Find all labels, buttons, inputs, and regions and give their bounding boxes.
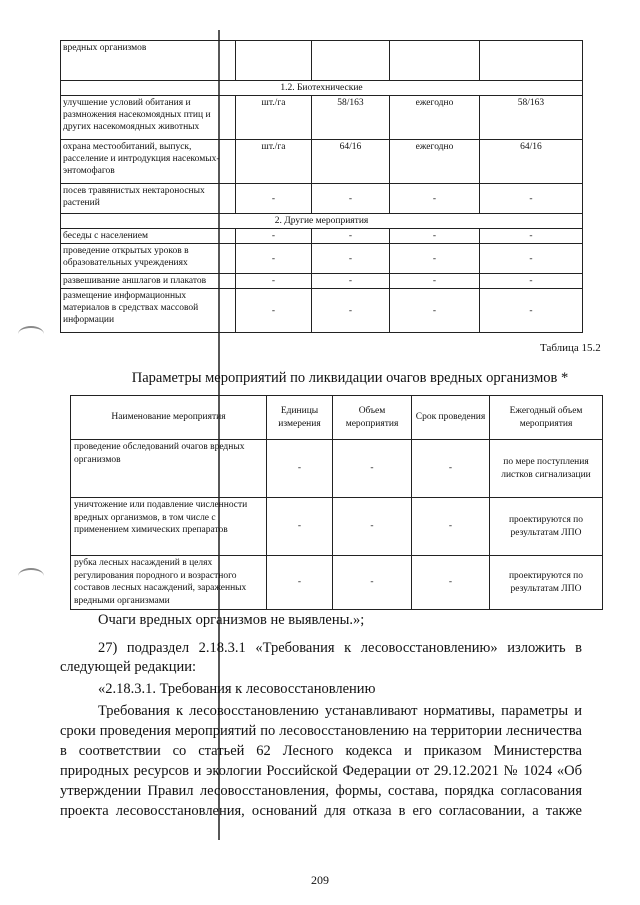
paragraph-line: следующей редакции:: [60, 659, 197, 675]
paragraph-line: 27) подраздел 2.18.3.1 «Требования к лесовосстановлению» изложить в: [98, 640, 582, 656]
table-caption: Таблица 15.2: [540, 342, 601, 354]
paragraph-line: Требования к лесовосстановлению устанавливают нормативы, параметры и: [98, 703, 582, 719]
paragraph-line: природных ресурсов и экологии Российской Федерации от 29.12.2021 № 1024 «Об: [60, 763, 582, 779]
pest-elimination-table: [70, 395, 603, 610]
cell-activity: вредных организмов: [61, 41, 236, 81]
table-row: проведение открытых уроков в образовательных учреждениях - - - -: [61, 244, 583, 274]
table-section-row: [61, 214, 583, 229]
cell-activity: проведение открытых уроков в образовательных учреждениях: [61, 244, 236, 274]
cell-unit: шт./га: [236, 140, 312, 184]
cell-activity: охрана местообитаний, выпуск, расселение и интродукция насекомых-энтомофагов: [61, 140, 236, 184]
activities-table: [60, 40, 583, 333]
cell-annual: 64/16: [480, 140, 583, 184]
page-number: 209: [311, 873, 329, 887]
paragraph-line: утверждении Правил лесовосстановления, формы, состава, порядка согласования: [60, 783, 582, 799]
table-row: посев травянистых нектароносных растений - - - -: [61, 184, 583, 214]
paragraph: Очаги вредных организмов не выявлены.»;: [98, 612, 365, 628]
section-heading: 2. Другие мероприятия: [61, 214, 583, 229]
subsection-heading: «2.18.3.1. Требования к лесовосстановлению: [98, 681, 376, 697]
punch-hole-mark: [18, 326, 44, 342]
paragraph-line: в соответствии со статьей 62 Лесного кодекса и приказом Министерства: [60, 743, 582, 759]
cell-annual: по мере поступления листков сигнализации: [490, 440, 603, 498]
table-row: [61, 96, 583, 140]
cell-activity: посев травянистых нектароносных растений: [61, 184, 236, 214]
table-row: уничтожение или подавление численности вредных организмов, в том числе с применением химических препаратов - - - проектируются по результатам ЛПО: [71, 498, 603, 556]
paragraph-line: сроки проведения мероприятий по лесовосстановлению на территории лесничества: [60, 723, 582, 739]
header-unit: Единицы измерения: [267, 396, 333, 440]
table-title: Параметры мероприятий по ликвидации очагов вредных организмов *: [131, 370, 569, 386]
table-row: проведение обследований очагов вредных организмов - - - по мере поступления листков сигнализации: [71, 440, 603, 498]
header-activity: Наименование мероприятия: [71, 396, 267, 440]
table-row: беседы с населением - - - -: [61, 229, 583, 244]
cell-period: ежегодно: [390, 96, 480, 140]
punch-hole-mark: [18, 568, 44, 584]
cell-activity: беседы с населением: [61, 229, 236, 244]
table-row: [61, 140, 583, 184]
header-annual: Ежегодный объем мероприятия: [490, 396, 603, 440]
section-heading: 1.2. Биотехнические: [61, 81, 583, 96]
table-row: рубка лесных насаждений в целях регулирования породного и возрастного составов лесных насаждений, зараженных вредными организмами - - - проектируются по результатам ЛПО: [71, 556, 603, 610]
cell-unit: шт./га: [236, 96, 312, 140]
cell-activity: улучшение условий обитания и размножения насекомоядных птиц и других насекомоядных животных: [61, 96, 236, 140]
cell-activity: развешивание аншлагов и плакатов: [61, 274, 236, 289]
cell-period: ежегодно: [390, 140, 480, 184]
table-row: [61, 41, 583, 81]
cell-activity: размещение информационных материалов в средствах массовой информации: [61, 289, 236, 333]
cell-activity: уничтожение или подавление численности вредных организмов, в том числе с применением химических препаратов: [71, 498, 267, 556]
header-period: Срок проведения: [412, 396, 490, 440]
cell-volume: 58/163: [312, 96, 390, 140]
cell-annual: проектируются по результатам ЛПО: [490, 498, 603, 556]
cell-annual: проектируются по результатам ЛПО: [490, 556, 603, 610]
cell-activity: рубка лесных насаждений в целях регулирования породного и возрастного составов лесных насаждений, зараженных вредными организмами: [71, 556, 267, 610]
paragraph-line: проекта лесовосстановления, оснований для отказа в его согласовании, а также: [60, 803, 582, 819]
table-section-row: [61, 81, 583, 96]
table-row: размещение информационных материалов в средствах массовой информации - - - -: [61, 289, 583, 333]
table-row: развешивание аншлагов и плакатов - - - -: [61, 274, 583, 289]
cell-activity: проведение обследований очагов вредных организмов: [71, 440, 267, 498]
table-header-row: [71, 396, 603, 440]
cell-annual: 58/163: [480, 96, 583, 140]
header-volume: Объем мероприятия: [333, 396, 412, 440]
cell-volume: 64/16: [312, 140, 390, 184]
